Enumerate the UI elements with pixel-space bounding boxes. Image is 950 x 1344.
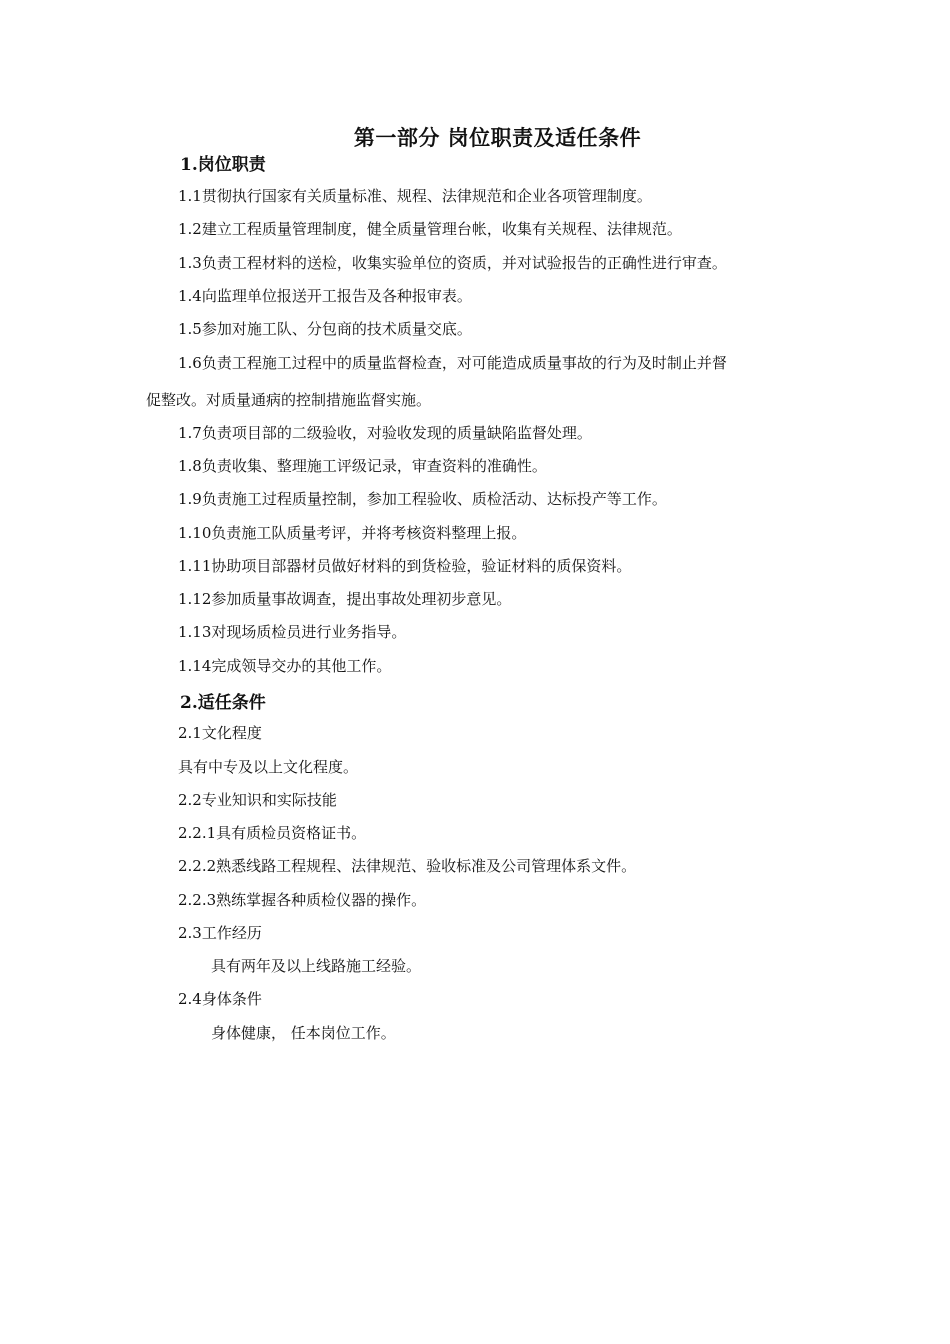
qualification-text: 具有两年及以上线路施工经验。	[211, 957, 422, 975]
qualification-item: 2.2.2熟悉线路工程规程、法律规范、验收标准及公司管理体系文件。	[178, 857, 637, 875]
section-heading-qualifications: 2.适任条件	[180, 693, 266, 713]
duty-item: 1.9负责施工过程质量控制，参加工程验收、质检活动、达标投产等工作。	[178, 490, 667, 508]
qualification-subheading: 2.2专业知识和实际技能	[178, 791, 337, 809]
document-title: 第一部分 岗位职责及适任条件	[353, 125, 642, 150]
qualification-text: 具有中专及以上文化程度。	[178, 758, 359, 776]
duty-item: 1.6负责工程施工过程中的质量监督检查，对可能造成质量事故的行为及时制止并督	[178, 354, 727, 372]
duty-item: 1.11协助项目部器材员做好材料的到货检验，验证材料的质保资料。	[178, 557, 632, 575]
duty-item: 1.13对现场质检员进行业务指导。	[178, 623, 407, 641]
duty-item-continuation: 促整改。对质量通病的控制措施监督实施。	[146, 391, 432, 409]
section-heading-duties: 1.岗位职责	[180, 155, 266, 175]
qualification-item: 2.2.1具有质检员资格证书。	[178, 824, 367, 842]
duty-item: 1.14完成领导交办的其他工作。	[178, 657, 392, 675]
duty-item: 1.7负责项目部的二级验收，对验收发现的质量缺陷监督处理。	[178, 424, 592, 442]
duty-item: 1.8负责收集、整理施工评级记录，审查资料的准确性。	[178, 457, 547, 475]
qualification-item: 2.2.3熟练掌握各种质检仪器的操作。	[178, 891, 427, 909]
duty-item: 1.1贯彻执行国家有关质量标准、规程、法律规范和企业各项管理制度。	[178, 187, 652, 205]
duty-item: 1.2建立工程质量管理制度，健全质量管理台帐，收集有关规程、法律规范。	[178, 220, 682, 238]
qualification-subheading: 2.4身体条件	[178, 990, 262, 1008]
duty-item: 1.12参加质量事故调查，提出事故处理初步意见。	[178, 590, 512, 608]
duty-item: 1.4向监理单位报送开工报告及各种报审表。	[178, 287, 472, 305]
qualification-subheading: 2.1文化程度	[178, 724, 262, 742]
duty-item: 1.5参加对施工队、分包商的技术质量交底。	[178, 320, 472, 338]
duty-item: 1.10负责施工队质量考评，并将考核资料整理上报。	[178, 524, 527, 542]
qualification-text: 身体健康， 任本岗位工作。	[211, 1024, 396, 1042]
duty-item: 1.3负责工程材料的送检，收集实验单位的资质，并对试验报告的正确性进行审查。	[178, 254, 727, 272]
qualification-subheading: 2.3工作经历	[178, 924, 262, 942]
